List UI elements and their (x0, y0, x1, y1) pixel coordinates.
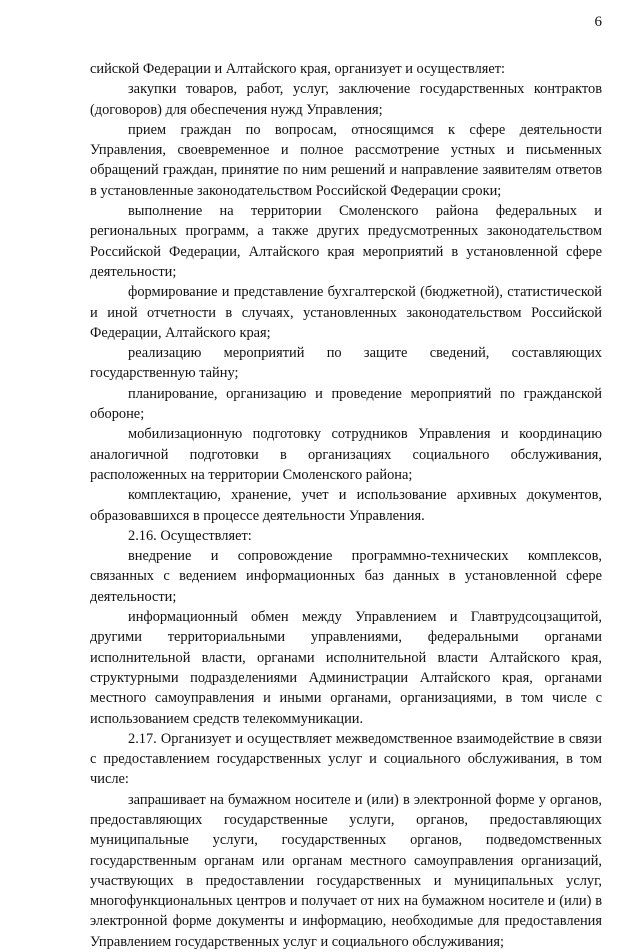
paragraph: реализацию мероприятий по защите сведений, составляющих государственную тайну; (90, 345, 602, 382)
paragraph: запрашивает на бумажном носителе и (или) в электронной форме у органов, предоставляющих государственные услуги, органов, предоставляющих муниципальные услуги, государственных органов, подведомственных государственным органам или органам местного самоуправления организаций, участвующих в предоставлении государственных и муниципальных услуг, многофункциональных центров и получает от них на бумажном носителе и (или) в электронной форме документы и информацию, необходимые для предоставления Управлением государственных услуг и социального обслуживания; (90, 791, 602, 950)
paragraph: планирование, организацию и проведение мероприятий по гражданской обороне; (90, 385, 602, 423)
paragraph: мобилизационную подготовку сотрудников Управления и координацию аналогичной подготовки в организациях социального обслуживания, расположенных на территории Смоленского района; (90, 426, 602, 483)
paragraph: закупки товаров, работ, услуг, заключение государственных контрактов (договоров) для обеспечения нужд Управления; (90, 81, 602, 118)
paragraph: сийской Федерации и Алтайского края, организует и осуществляет: (90, 61, 506, 77)
paragraph: формирование и представление бухгалтерской (бюджетной), статистической и иной отчетности в случаях, установленных законодательством Российской Федерации, Алтайского края; (90, 284, 602, 341)
page-number: 6 (594, 14, 602, 30)
paragraph: 2.16. Осуществляет: (128, 527, 252, 544)
paragraph: комплектацию, хранение, учет и использование архивных документов, образовавшихся в процессе деятельности Управления. (90, 487, 602, 524)
paragraph: информационный обмен между Управлением и Главтрудсоцзащитой, другими территориальными управлениями, федеральными органами исполнительной власти, органами исполнительной власти Алтайского края, структурными подразделениями Администрации Алтайского края, органами местного самоуправления и иными органами, организациями, в том числе с использованием средств телекоммуникации. (90, 609, 602, 727)
paragraph: 2.17. Организует и осуществляет межведомственное взаимодействие в связи с предоставлением государственных услуг и социального обслуживания, в том числе: (90, 730, 602, 788)
document-body (90, 59, 602, 952)
paragraph: выполнение на территории Смоленского района федеральных и региональных программ, а также других предусмотренных законодательством Российской Федерации, Алтайского края мероприятий в установленной сфере деятельности; (90, 203, 602, 280)
paragraph: внедрение и сопровождение программно-технических комплексов, связанных с ведением информационных баз данных в установленной сфере деятельности; (90, 548, 602, 605)
paragraph: прием граждан по вопросам, относящимся к сфере деятельности Управления, своевременное и полное рассмотрение устных и письменных обращений граждан, принятие по ним решений и направление заявителям ответов в установленные законодательством Российской Федерации сроки; (90, 121, 602, 199)
